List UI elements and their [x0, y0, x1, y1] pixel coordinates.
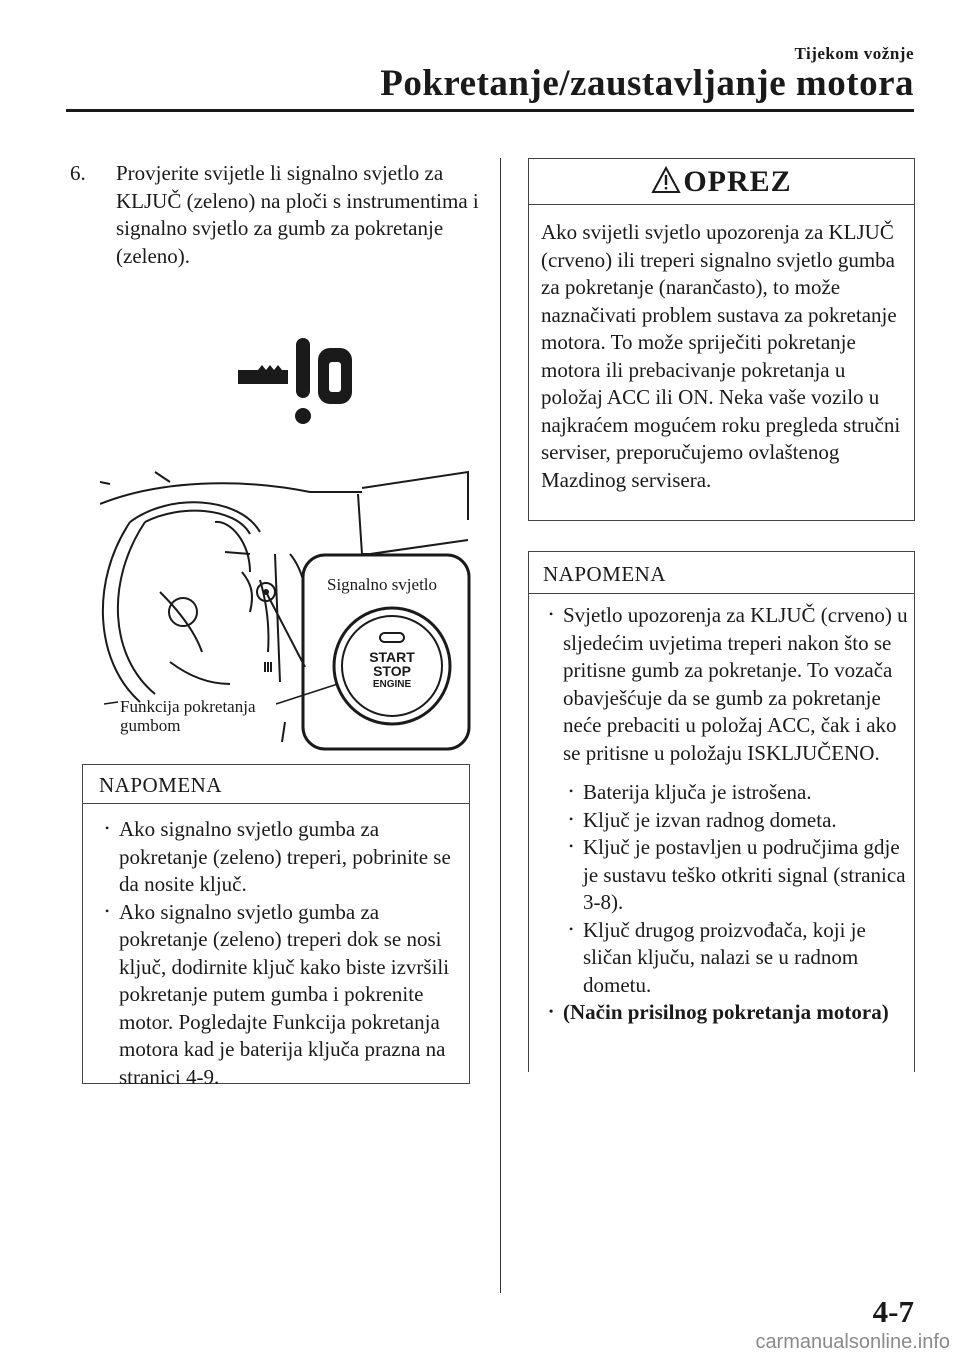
- note-bullet-bold: • (Način prisilnog pokretanja motora): [537, 999, 908, 1027]
- key-warning-icon: [236, 338, 356, 426]
- note-heading: NAPOMENA: [529, 552, 914, 594]
- caution-heading: [529, 159, 914, 205]
- button-text-start: START: [369, 649, 415, 665]
- note-box-left: [82, 764, 470, 1089]
- warning-triangle-icon: [651, 166, 681, 194]
- step-text: Provjerite svijetle li signalno svjetlo za KLJUČ (zeleno) na ploči s instrumentima i signalno svjetlo za gumb za pokretanje (zeleno).: [116, 161, 479, 268]
- note-sub-bullet: • Baterija ključa je istrošena.: [557, 779, 908, 807]
- note-sub-bullet: • Ključ je izvan radnog dometa.: [557, 807, 908, 835]
- label-function-line2: gumbom: [120, 716, 181, 735]
- note-box-right: [528, 551, 915, 1072]
- note-sub-bullet: • Ključ drugog proizvođača, koji je sličan ključu, nalazi se u radnom dometu.: [557, 917, 908, 1000]
- column-divider: [500, 158, 501, 1293]
- page-number: 4-7: [872, 1294, 914, 1329]
- note-sub-bullet: • Ključ je postavljen u područjima gdje je sustavu teško otkriti signal (stranica 3-8).: [557, 834, 908, 917]
- label-function-line1: Funkcija pokretanja: [120, 697, 256, 716]
- button-text-stop: STOP: [373, 663, 411, 679]
- note-heading: NAPOMENA: [83, 765, 469, 804]
- caution-box: [528, 158, 915, 521]
- page-title: Pokretanje/zaustavljanje motora: [380, 63, 914, 104]
- caution-text: Ako svijetli svjetlo upozorenja za KLJUČ (crveno) ili treperi signalno svjetlo gumba za pokretanje (narančasto), to može naznačivati problem sustava za pokretanje motora. To može spriječiti pokretanje motora ili prebacivanje pokretanja u položaj ACC ili ON. Neka vaše vozilo u najkraćem mogućem roku pregleda stručni serviser, preporučujemo ovlaštenog Mazdinog servisera.: [541, 220, 901, 492]
- label-signal-light: Signalno svjetlo: [327, 575, 438, 594]
- header-rule: [66, 109, 914, 112]
- button-text-engine: ENGINE: [372, 679, 412, 690]
- step-number: 6.: [70, 161, 86, 185]
- note-bullet: • Svjetlo upozorenja za KLJUČ (crveno) u sljedećim uvjetima treperi nakon što se pritisne gumb za pokretanje. To vozača obavješćuje da se gumb za pokretanje neće prebaciti u položaj ACC, čak i ako se pritisne u položaju ISKLJUČENO.: [537, 602, 908, 767]
- step-6: [70, 160, 480, 270]
- note-bullet: • Ako signalno svjetlo gumba za pokretanje (zeleno) treperi dok se nosi ključ, dodirnite ključ kako biste izvršili pokretanje putem gumba i pokrenite motor. Pogledajte Funkcija pokretanja motora kad je baterija ključa prazna na stranici 4-9.: [93, 899, 457, 1092]
- start-stop-button: [342, 650, 442, 692]
- section-header: Tijekom vožnje: [794, 44, 914, 63]
- caution-heading-text: OPREZ: [683, 165, 792, 198]
- watermark: carmanualsonline.info: [755, 1331, 950, 1353]
- note-bullet: • Ako signalno svjetlo gumba za pokretanje (zeleno) treperi, pobrinite se da nosite ključ.: [93, 816, 457, 899]
